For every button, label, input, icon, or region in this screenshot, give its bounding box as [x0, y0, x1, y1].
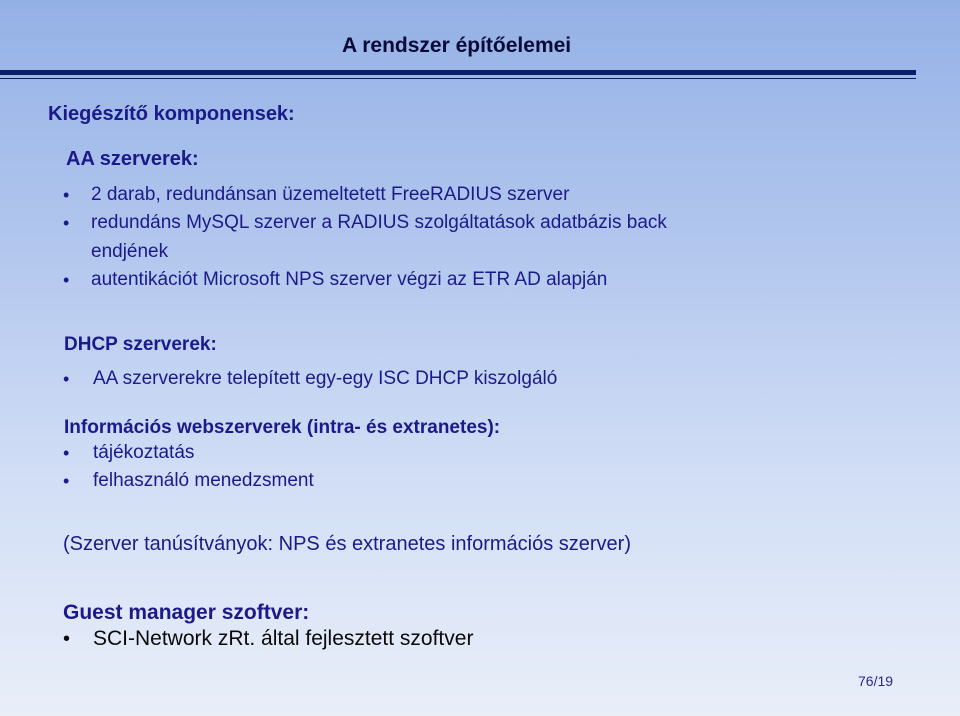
slide-title: A rendszer építőelemei: [342, 34, 572, 57]
bullet-icon: •: [63, 213, 70, 233]
bullet-icon: •: [63, 185, 70, 205]
page-number: 76/19: [858, 673, 894, 689]
title-rule: [0, 70, 916, 75]
bullet-icon: •: [63, 471, 70, 491]
list-item-aa-2-cont: endjének: [91, 241, 169, 262]
bullet-icon: •: [63, 369, 70, 389]
list-item-info-1: tájékoztatás: [93, 442, 195, 463]
list-item-aa-2: redundáns MySQL szerver a RADIUS szolgáltatások adatbázis back: [91, 212, 667, 233]
list-item-aa-1: 2 darab, redundánsan üzemeltetett FreeRADIUS szerver: [91, 184, 570, 205]
list-item-aa-3: autentikációt Microsoft NPS szerver végzi az ETR AD alapján: [91, 269, 608, 290]
section-heading-kiegeszito: Kiegészítő komponensek:: [48, 103, 295, 125]
title-rule-thin: [0, 78, 916, 79]
bullet-icon: •: [63, 628, 71, 650]
section-heading-aa: AA szerverek:: [66, 148, 199, 170]
list-item-dhcp: AA szerverekre telepített egy-egy ISC DHCP kiszolgáló: [93, 368, 558, 389]
list-item-guest: SCI-Network zRt. által fejlesztett szoftver: [93, 627, 474, 650]
list-item-info-2: felhasználó menedzsment: [93, 470, 314, 491]
bullet-icon: •: [63, 443, 70, 463]
section-heading-dhcp: DHCP szerverek:: [64, 334, 217, 355]
cert-note: (Szerver tanúsítványok: NPS és extranetes információs szerver): [63, 533, 631, 555]
bullet-icon: •: [63, 270, 70, 290]
section-heading-guest: Guest manager szoftver:: [63, 601, 310, 624]
section-heading-info: Információs webszerverek (intra- és extranetes):: [64, 417, 501, 438]
